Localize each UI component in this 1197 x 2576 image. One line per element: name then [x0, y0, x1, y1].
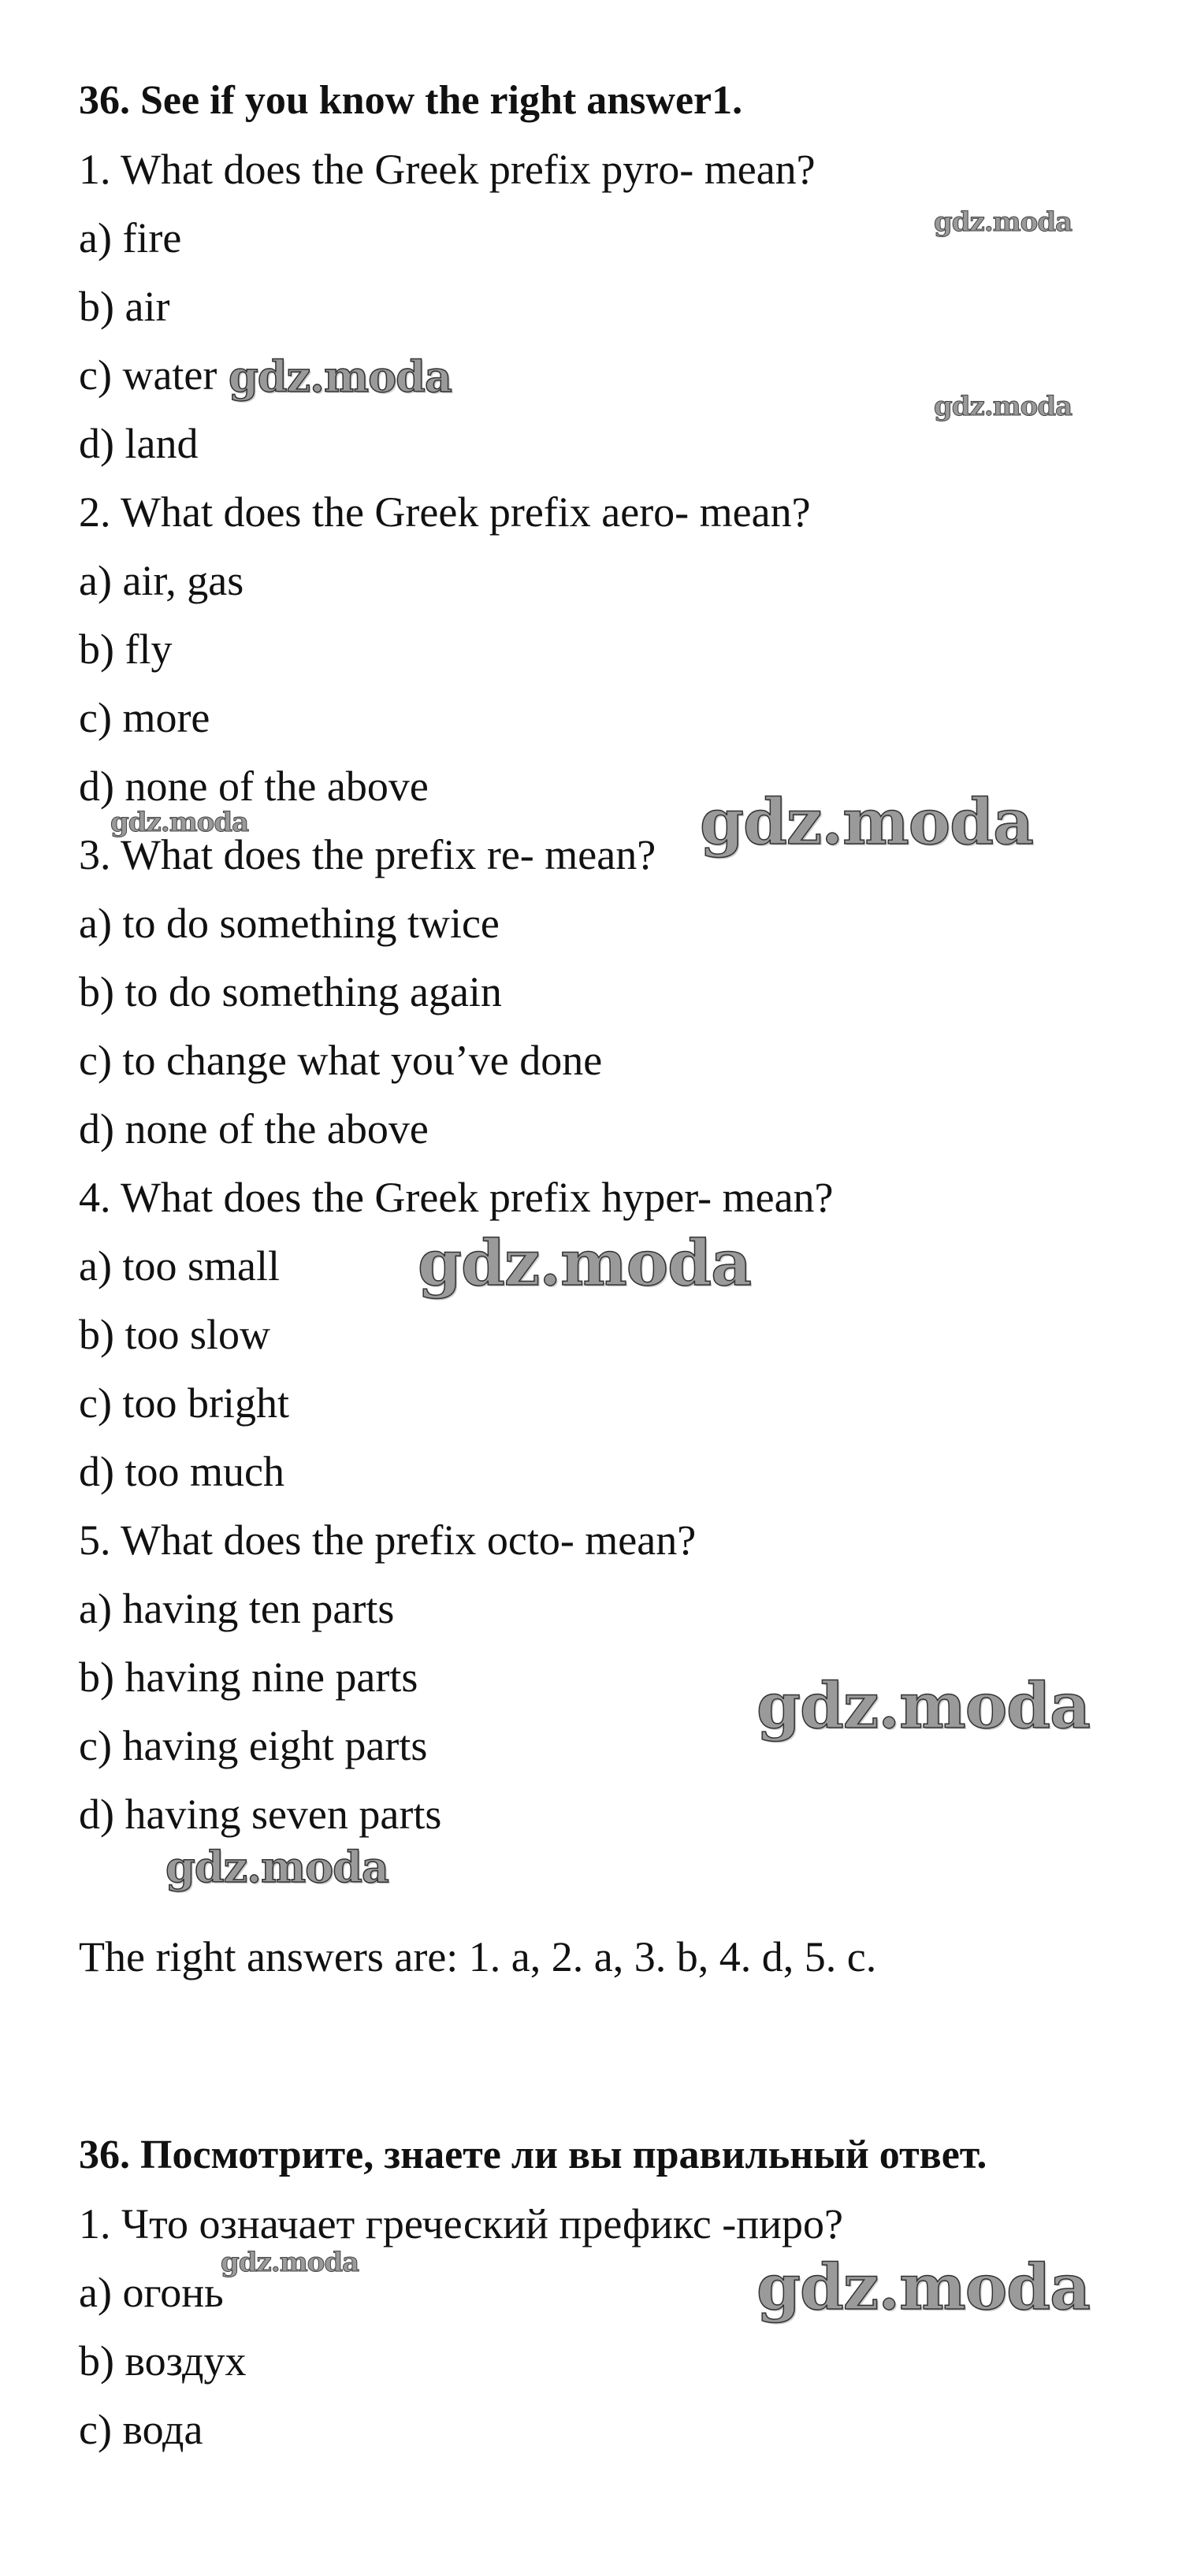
watermark-logo: gdz.moda — [934, 206, 1072, 238]
answer-option-ru: c) вода — [79, 2406, 203, 2453]
answer-option: a) too small — [79, 1242, 280, 1290]
watermark-logo: gdz.moda — [165, 1842, 388, 1892]
exercise-heading-ru: 36. Посмотрите, знаете ли вы правильный ответ. — [79, 2132, 987, 2177]
answer-option: c) more — [79, 694, 210, 741]
answer-option-ru: b) воздух — [79, 2337, 247, 2385]
answer-option: a) to do something twice — [79, 900, 500, 947]
question-text: 1. What does the Greek prefix pyro- mean? — [79, 146, 816, 193]
answer-option: b) too slow — [79, 1311, 270, 1358]
answer-option: b) having nine parts — [79, 1654, 418, 1701]
question-text: 3. What does the prefix re- mean? — [79, 831, 656, 878]
question-text: 2. What does the Greek prefix aero- mean? — [79, 488, 811, 536]
answer-option: d) none of the above — [79, 1105, 429, 1153]
answer-option: b) fly — [79, 625, 173, 673]
answer-option: c) water — [79, 351, 217, 399]
answer-option: d) having seven parts — [79, 1791, 442, 1838]
exercise-heading: 36. See if you know the right answer1. — [79, 78, 743, 123]
answer-option: b) air — [79, 283, 170, 330]
watermark-logo: gdz.moda — [229, 351, 452, 402]
watermark-logo: gdz.moda — [221, 2247, 359, 2278]
question-text: 4. What does the Greek prefix hyper- mean? — [79, 1174, 834, 1221]
watermark-logo: gdz.moda — [756, 2250, 1090, 2324]
watermark-logo: gdz.moda — [418, 1226, 751, 1300]
answer-option: c) too bright — [79, 1379, 289, 1427]
watermark-logo: gdz.moda — [934, 391, 1072, 422]
answer-option: b) to do something again — [79, 968, 502, 1015]
watermark-logo: gdz.moda — [756, 1668, 1090, 1743]
question-text: 5. What does the prefix octo- mean? — [79, 1516, 697, 1564]
answer-option: a) having ten parts — [79, 1585, 395, 1632]
answer-option: d) too much — [79, 1448, 284, 1495]
answer-option-ru: a) огонь — [79, 2269, 224, 2316]
answer-option: a) air, gas — [79, 557, 244, 604]
watermark-logo: gdz.moda — [110, 807, 249, 838]
answer-option: d) land — [79, 420, 199, 467]
answer-key: The right answers are: 1. a, 2. a, 3. b, 4. d, 5. c. — [79, 1933, 877, 1980]
watermark-logo: gdz.moda — [700, 785, 1033, 859]
answer-option: a) fire — [79, 214, 182, 262]
answer-option: c) having eight parts — [79, 1722, 428, 1769]
answer-option: d) none of the above — [79, 763, 429, 810]
question-text-ru: 1. Что означает греческий префикс -пиро? — [79, 2200, 843, 2248]
answer-option: c) to change what you’ve done — [79, 1037, 603, 1084]
